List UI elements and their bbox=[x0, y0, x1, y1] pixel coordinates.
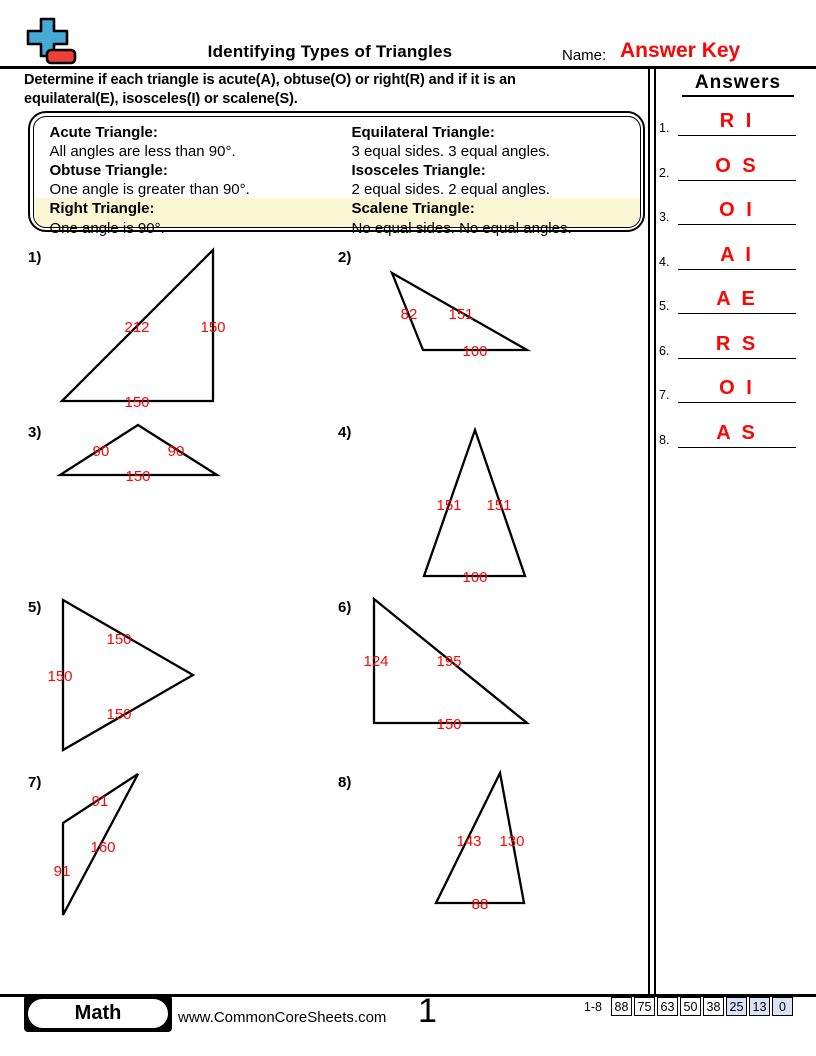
side-length-label: 100 bbox=[462, 343, 488, 360]
answer-value: A E bbox=[716, 288, 758, 310]
score-cell: 0 bbox=[772, 997, 793, 1016]
page-title: Identifying Types of Triangles bbox=[207, 42, 453, 61]
answer-number: 4. bbox=[659, 254, 670, 269]
answer-number: 7. bbox=[659, 388, 670, 402]
subject-badge-label: Math bbox=[28, 999, 168, 1028]
subject-badge bbox=[24, 995, 172, 1032]
definition-term: Scalene Triangle: bbox=[351, 200, 475, 218]
answer-number: 1. bbox=[659, 121, 670, 135]
name-label: Name: bbox=[562, 47, 607, 64]
definition-term: Isosceles Triangle: bbox=[351, 161, 486, 179]
side-length-label: 90 bbox=[167, 443, 185, 460]
definition-text: 3 equal sides. 3 equal angles. bbox=[351, 142, 550, 160]
side-length-label: 195 bbox=[436, 653, 462, 670]
answer-value: O I bbox=[719, 199, 755, 221]
score-cell: 13 bbox=[749, 997, 770, 1016]
page-number: 1 bbox=[418, 992, 437, 1030]
definition-term: Acute Triangle: bbox=[49, 123, 158, 141]
answer-number: 6. bbox=[659, 343, 670, 358]
side-length-label: 150 bbox=[106, 706, 132, 723]
answer-value: R S bbox=[715, 332, 759, 355]
score-cell: 63 bbox=[657, 997, 678, 1016]
answer-number: 5. bbox=[659, 299, 670, 313]
definition-text: All angles are less than 90°. bbox=[49, 142, 236, 160]
answer-number: 2. bbox=[659, 165, 670, 180]
problem-number: 2) bbox=[338, 249, 352, 266]
side-length-label: 150 bbox=[125, 468, 151, 485]
website-url: www.CommonCoreSheets.com bbox=[178, 1009, 387, 1026]
definition-term: Obtuse Triangle: bbox=[49, 161, 168, 179]
score-cell: 75 bbox=[634, 997, 655, 1016]
problem-number: 8) bbox=[338, 774, 352, 791]
answers-title: Answers bbox=[682, 72, 794, 97]
definition-term: Equilateral Triangle: bbox=[351, 123, 495, 141]
instructions-line2: equilateral(E), isosceles(I) or scalene(S). bbox=[24, 91, 298, 107]
answer-number: 8. bbox=[659, 432, 670, 447]
side-length-label: 124 bbox=[363, 653, 389, 670]
side-length-label: 88 bbox=[471, 896, 489, 913]
score-cell: 50 bbox=[680, 997, 701, 1016]
problem-number: 6) bbox=[338, 599, 352, 616]
side-length-label: 82 bbox=[400, 306, 418, 323]
instructions-line1: Determine if each triangle is acute(A), obtuse(O) or right(R) and if it is an bbox=[24, 72, 516, 88]
score-cell: 25 bbox=[726, 997, 747, 1016]
side-length-label: 130 bbox=[499, 833, 525, 850]
answer-key-text: Answer Key bbox=[620, 39, 741, 62]
definition-text: No equal sides. No equal angles. bbox=[351, 219, 572, 237]
problem-number: 5) bbox=[28, 599, 42, 616]
definition-text: One angle is 90°. bbox=[49, 219, 165, 237]
score-table bbox=[611, 997, 793, 1016]
side-length-label: 90 bbox=[92, 443, 110, 460]
problem-number: 3) bbox=[28, 424, 42, 441]
answer-value: O I bbox=[719, 377, 755, 399]
definition-term: Right Triangle: bbox=[49, 200, 155, 218]
problem-number: 1) bbox=[28, 249, 42, 266]
score-cell: 38 bbox=[703, 997, 724, 1016]
side-length-label: 212 bbox=[124, 319, 150, 336]
score-cell: 88 bbox=[611, 997, 632, 1016]
side-length-label: 151 bbox=[436, 497, 462, 514]
answer-value: R I bbox=[719, 110, 755, 132]
side-length-label: 150 bbox=[200, 319, 226, 336]
answer-value: A S bbox=[716, 421, 758, 444]
side-length-label: 160 bbox=[90, 839, 116, 856]
definition-text: One angle is greater than 90°. bbox=[49, 181, 250, 199]
definition-text: 2 equal sides. 2 equal angles. bbox=[351, 181, 550, 199]
answer-value: A I bbox=[720, 243, 754, 266]
side-length-label: 151 bbox=[448, 306, 474, 323]
problem-number: 4) bbox=[338, 424, 352, 441]
side-length-label: 143 bbox=[456, 833, 482, 850]
side-length-label: 150 bbox=[124, 394, 150, 411]
side-length-label: 151 bbox=[486, 497, 512, 514]
answer-number: 3. bbox=[659, 210, 670, 224]
side-length-label: 91 bbox=[53, 863, 71, 880]
problem-number: 7) bbox=[28, 774, 42, 791]
triangle-shape bbox=[63, 600, 193, 750]
side-length-label: 150 bbox=[436, 716, 462, 733]
side-length-label: 150 bbox=[47, 668, 73, 685]
side-length-label: 150 bbox=[106, 631, 132, 648]
side-length-label: 100 bbox=[462, 569, 488, 586]
score-range-label: 1-8 bbox=[583, 1000, 602, 1014]
side-length-label: 91 bbox=[91, 793, 109, 810]
answer-value: O S bbox=[715, 154, 759, 177]
